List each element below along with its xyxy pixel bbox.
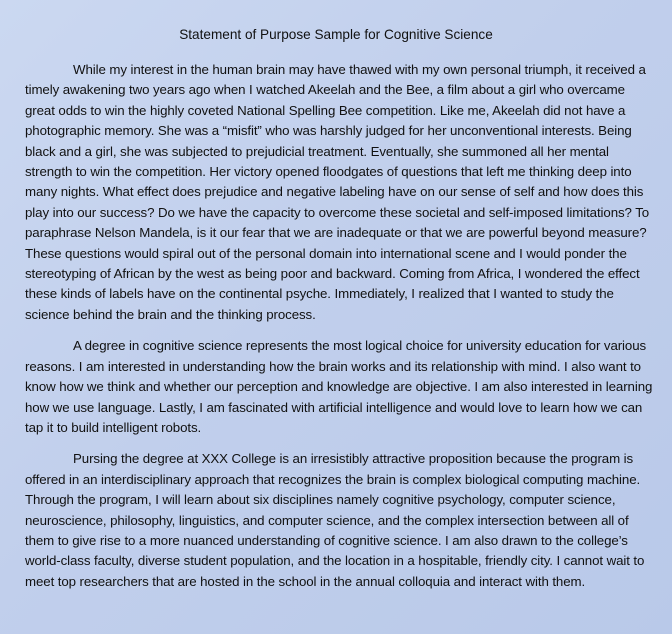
paragraph-2: A degree in cognitive science represents the most logical choice for university education for various reasons. I am interested in understanding how the brain works and its relationship with mind. I also want to know how we think and whether our perception and knowledge are objective. I am also interested in learning how we use language. Lastly, I am fascinated with artificial intelligence and would love to learn how we can tap it to build intelligent robots. (25, 338, 653, 435)
document-body (25, 60, 657, 603)
paragraph-3: Pursing the degree at XXX College is an irresistibly attractive proposition because the program is offered in an interdisciplinary approach that recognizes the brain is complex biological computing machine. Through the program, I will learn about six disciplines namely cognitive psychology, computer science, neuroscience, philosophy, linguistics, and computer science, and the complex intersection between all of them to give rise to a more nuanced understanding of cognitive science. I am also drawn to the college’s world-class faculty, diverse student population, and the location in a hospitable, friendly city. I cannot wait to meet top researchers that are hosted in the school in the annual colloquia and interact with them. (25, 451, 645, 589)
document-title: Statement of Purpose Sample for Cognitive Science (179, 27, 493, 42)
paragraph-1: While my interest in the human brain may have thawed with my own personal triumph, it received a timely awakening two years ago when I watched Akeelah and the Bee, a film about a girl who overcame great odds to win the highly coveted National Spelling Bee competition. Like me, Akeelah did not have a photographic memory. She was a “misfit” who was harshly judged for her unconventional interests. Being black and a girl, she was subjected to prejudicial treatment. Eventually, she summoned all her mental strength to win the competition. Her victory opened floodgates of questions that left me thinking deep into many nights. What effect does prejudice and negative labeling have on our sense of self and how does this play into our success? Do we have the capacity to overcome these societal and self-imposed limitations? To paraphrase Nelson Mandela, is it our fear that we are inadequate or that we are powerful beyond measure? These questions would spiral out of the personal domain into international scene and I would ponder the stereotyping of African by the west as being poor and backward. Coming from Africa, I wondered the effect these kinds of labels have on the continental psyche. Immediately, I realized that I wanted to study the science behind the brain and the thinking process. (25, 62, 650, 322)
